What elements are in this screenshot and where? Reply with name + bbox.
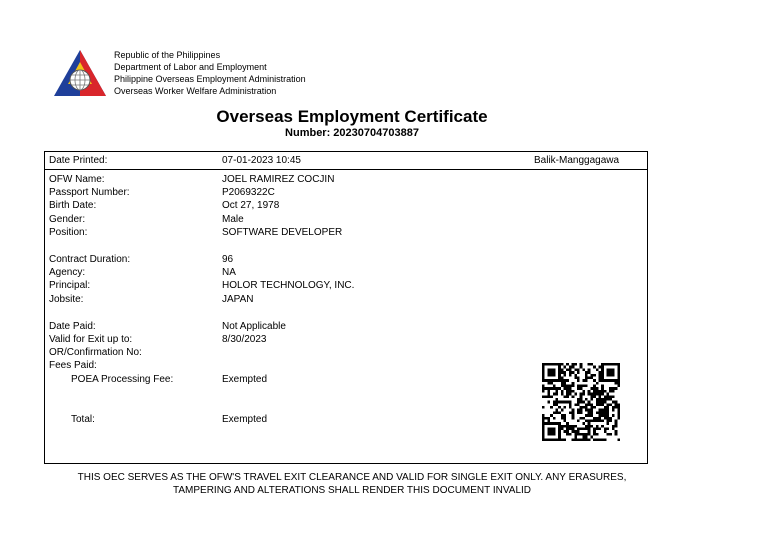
jobsite-label: Jobsite: (49, 294, 84, 305)
poea-logo-icon (52, 48, 108, 98)
legal-notice (0, 471, 704, 497)
contract-duration-value: 96 (222, 254, 234, 265)
total-value: Exempted (222, 414, 268, 425)
principal-label: Principal: (49, 280, 91, 291)
poea-fee-value: Exempted (222, 374, 268, 385)
certificate-number: Number: 20230704703887 (285, 127, 419, 139)
ofw-name-value: JOEL RAMIREZ COCJIN (222, 174, 335, 185)
valid-exit-value: 8/30/2023 (222, 334, 267, 345)
certificate-details-box (44, 151, 648, 464)
date-printed-label: Date Printed: (49, 155, 108, 166)
valid-exit-label: Valid for Exit up to: (49, 334, 133, 345)
birth-date-value: Oct 27, 1978 (222, 200, 280, 211)
legal-notice-line-2: TAMPERING AND ALTERATIONS SHALL RENDER THIS DOCUMENT INVALID (172, 485, 532, 496)
org-line-poea: Philippine Overseas Employment Administration (114, 74, 306, 84)
qr-code-icon (542, 363, 620, 441)
position-value: SOFTWARE DEVELOPER (222, 227, 343, 238)
passport-value: P2069322C (222, 187, 275, 198)
org-line-dole: Department of Labor and Employment (114, 62, 267, 72)
passport-label: Passport Number: (49, 187, 130, 198)
document-title: Overseas Employment Certificate (216, 107, 488, 126)
header-divider (45, 169, 647, 170)
date-paid-value: Not Applicable (222, 321, 286, 332)
ofw-name-label: OFW Name: (49, 174, 105, 185)
org-line-republic: Republic of the Philippines (114, 50, 221, 60)
date-printed-value: 07-01-2023 10:45 (222, 155, 301, 166)
principal-value: HOLOR TECHNOLOGY, INC. (222, 280, 355, 291)
position-label: Position: (49, 227, 88, 238)
date-paid-label: Date Paid: (49, 321, 96, 332)
agency-label: Agency: (49, 267, 86, 278)
agency-value: NA (222, 267, 236, 278)
gender-value: Male (222, 214, 244, 225)
or-confirmation-label: OR/Confirmation No: (49, 347, 142, 358)
category-badge: Balik-Manggagawa (534, 155, 620, 166)
jobsite-value: JAPAN (222, 294, 254, 305)
contract-duration-label: Contract Duration: (49, 254, 131, 265)
gender-label: Gender: (49, 214, 86, 225)
legal-notice-line-1: THIS OEC SERVES AS THE OFW'S TRAVEL EXIT CLEARANCE AND VALID FOR SINGLE EXIT ONLY. ANY ERASURES, (77, 472, 627, 483)
fees-paid-label: Fees Paid: (49, 360, 97, 371)
birth-date-label: Birth Date: (49, 200, 97, 211)
issuing-agencies (114, 49, 306, 97)
poea-fee-label: POEA Processing Fee: (71, 374, 174, 385)
org-line-owwa: Overseas Worker Welfare Administration (114, 86, 277, 96)
total-label: Total: (71, 414, 95, 425)
